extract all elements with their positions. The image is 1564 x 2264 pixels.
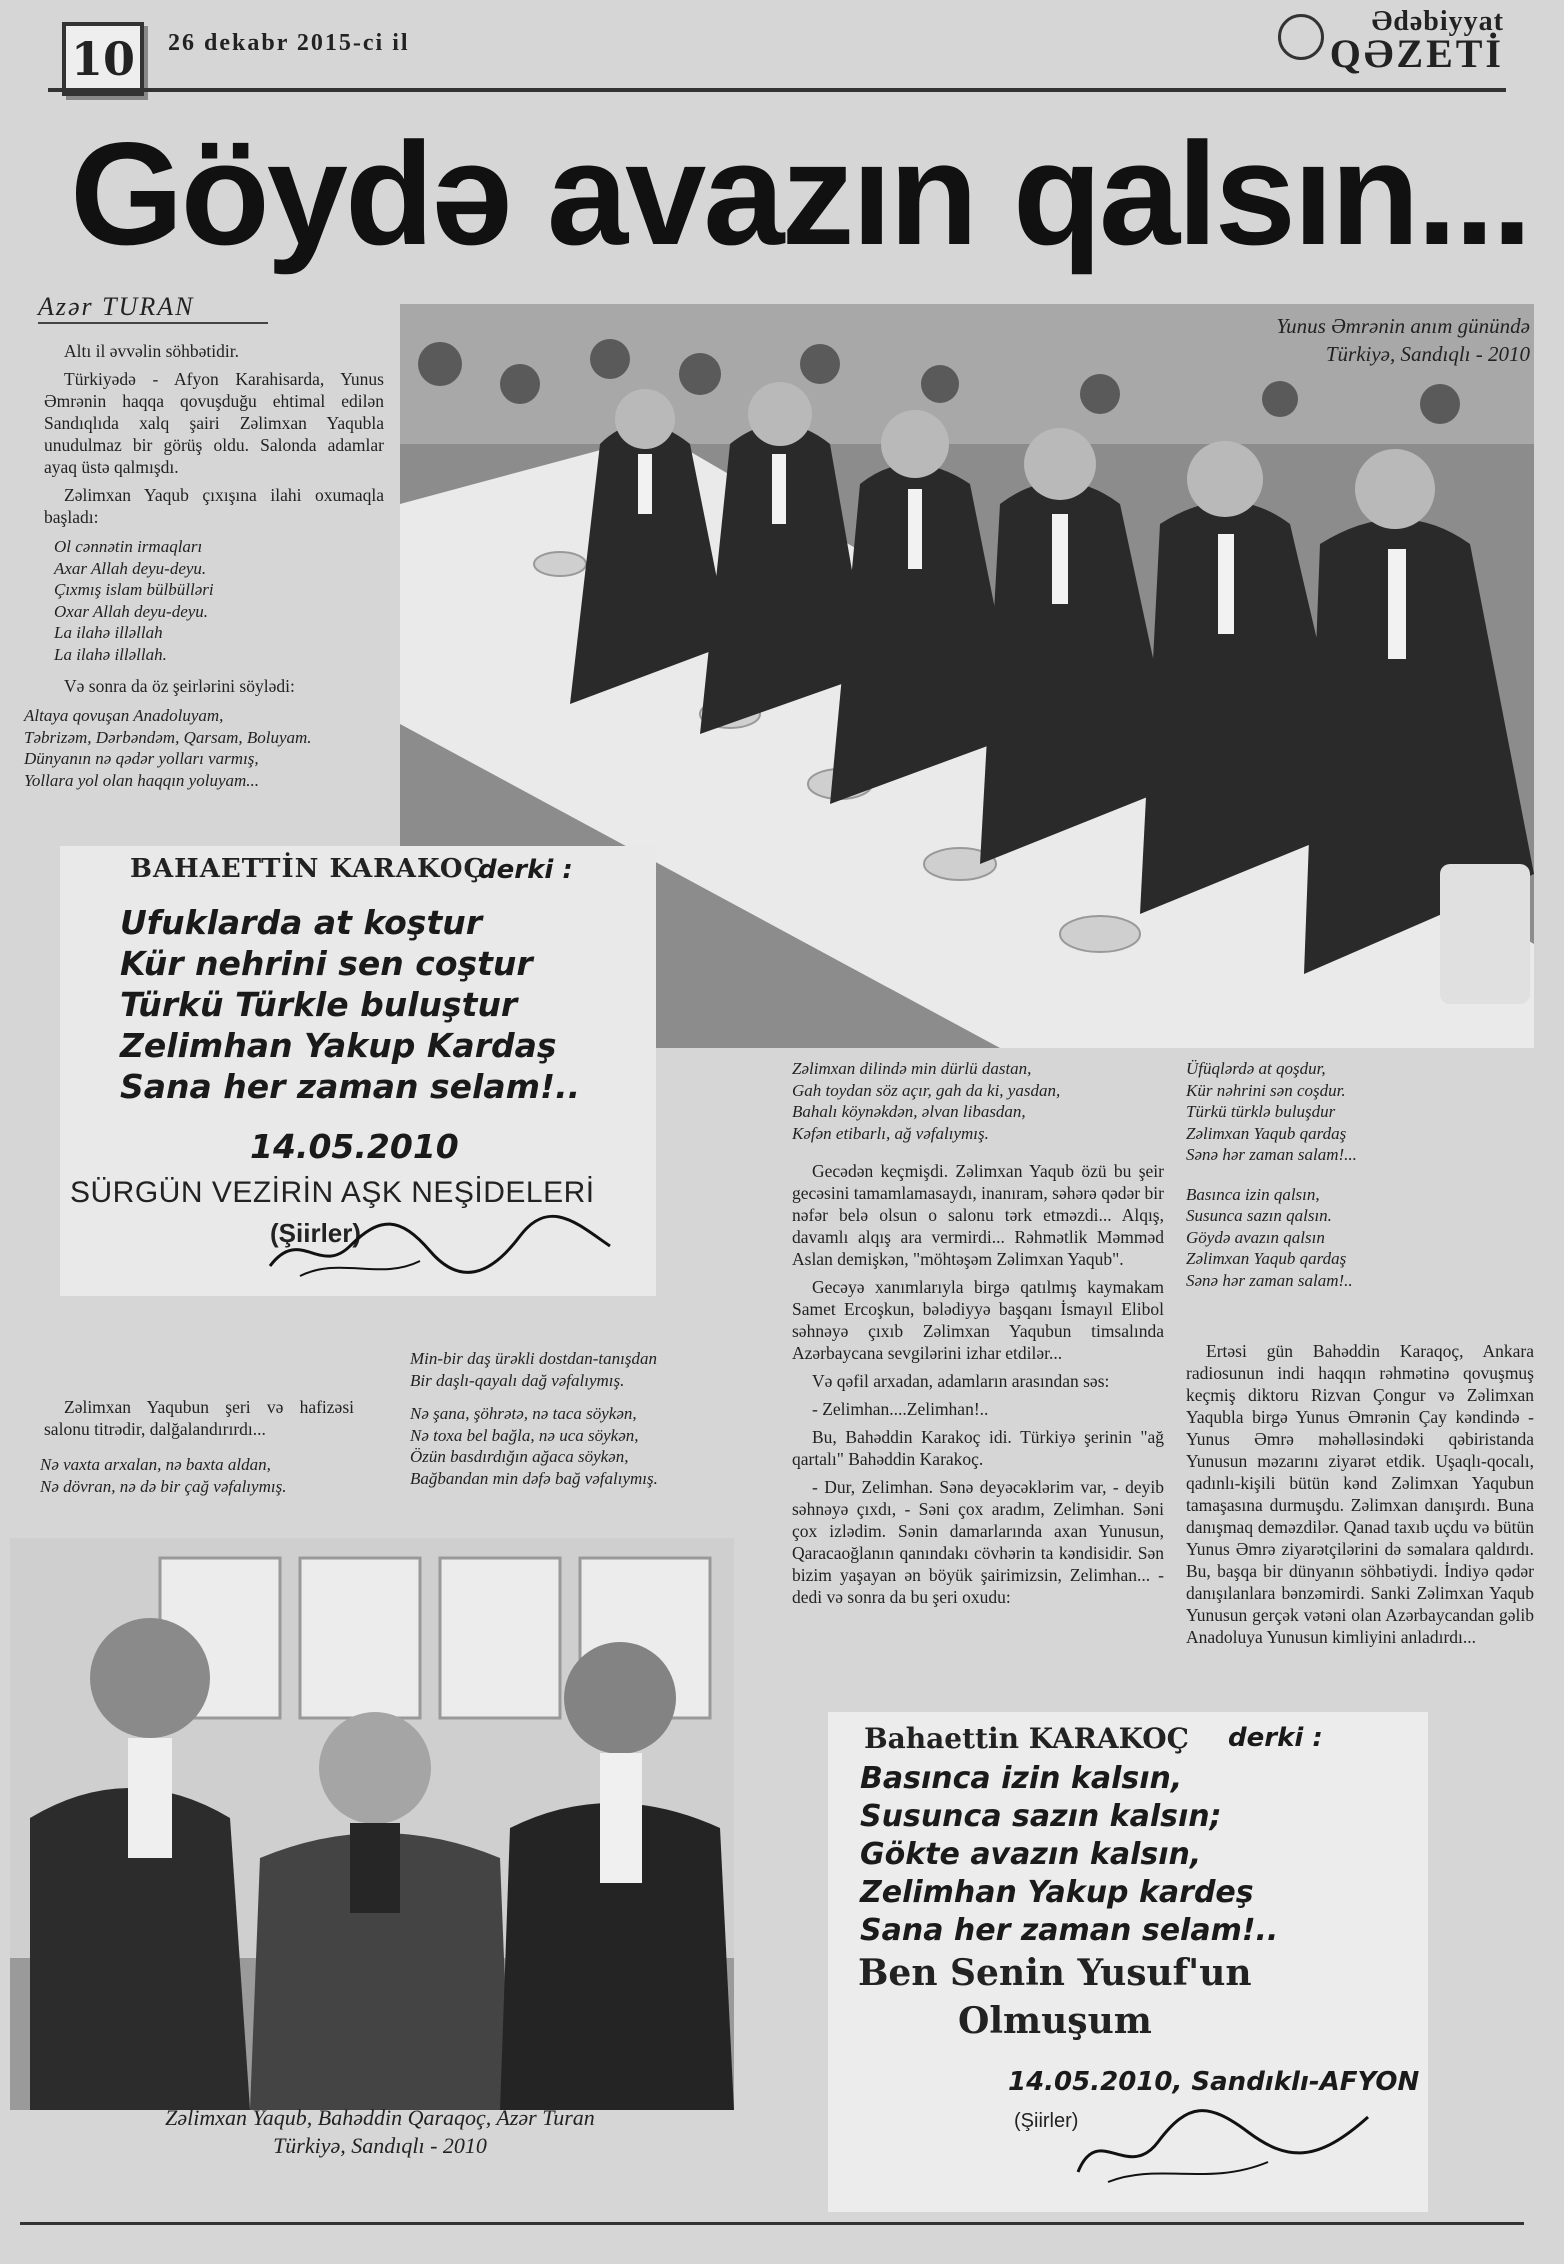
poem-line: Bahalı köynəkdən, əlvan libasdan, bbox=[792, 1102, 1026, 1121]
three-men-photo-illustration bbox=[10, 1538, 734, 2110]
poem-line: Kür nəhrini sən coşdur. bbox=[1186, 1080, 1346, 1100]
poem-line: Sənə hər zaman salam!... bbox=[1186, 1145, 1357, 1164]
poem-line: Nə toxa bel bağla, nə uca söykən, bbox=[410, 1425, 639, 1445]
poem-line: Susunca sazın qalsın. bbox=[1186, 1206, 1332, 1225]
poem-anadolu bbox=[24, 705, 384, 791]
handwriting-line: Gökte avazın kalsın, bbox=[860, 1837, 1202, 1872]
book1-date: 14.05.2010 bbox=[250, 1127, 459, 1166]
poem-line: Nə dövran, nə də bir çağ vəfalıymış. bbox=[40, 1476, 287, 1496]
poem-line: Zəlimxan Yaqub qardaş bbox=[1186, 1123, 1347, 1143]
poem-line: La ilahə illəllah bbox=[54, 623, 163, 642]
issue-date: 26 dekabr 2015-ci il bbox=[168, 30, 410, 56]
page-number: 10 bbox=[62, 22, 144, 96]
book1-handwritten-dedication bbox=[120, 902, 580, 1107]
poem-line: Min-bir daş ürəkli dostdan-tanışdan bbox=[410, 1349, 657, 1368]
intro-paragraph: Altı il əvvəlin söhbətidir. bbox=[64, 341, 239, 361]
book-cover-2 bbox=[828, 1712, 1428, 2212]
caption-line: Türkiyə, Sandıqlı - 2010 bbox=[1325, 342, 1530, 366]
author-byline: Azər TURAN bbox=[38, 292, 195, 321]
poem-line: Yollara yol olan haqqın yoluyam... bbox=[24, 770, 260, 790]
handwriting-line: Susunca sazın kalsın; bbox=[860, 1799, 1222, 1834]
book1-subtitle: (Şiirler) bbox=[270, 1218, 362, 1248]
handwriting-line: Zelimhan Yakup kardeş bbox=[860, 1875, 1254, 1910]
salon-paragraph-block bbox=[40, 1396, 354, 1507]
header-rule bbox=[48, 88, 1506, 92]
poem-line: Ol cənnətin irmaqları bbox=[54, 537, 203, 556]
bottom-photo bbox=[10, 1538, 734, 2110]
book1-title: SÜRGÜN VEZİRİN AŞK NEŞİDELERİ bbox=[70, 1176, 595, 1209]
author-rule bbox=[38, 322, 268, 324]
logo-line1: Ədəbiyyat bbox=[1371, 6, 1504, 37]
intro-column bbox=[24, 340, 384, 801]
signature-icon bbox=[1068, 2092, 1388, 2192]
book2-derki-label: derki : bbox=[1228, 1723, 1323, 1753]
logo-line2: QƏZETİ bbox=[1329, 31, 1504, 76]
poem-line: Altaya qovuşan Anadoluyam, bbox=[24, 706, 224, 725]
book2-author: Bahaettin KARAKOÇ bbox=[864, 1722, 1189, 1755]
poem-line: Kəfən etibarlı, ağ vəfalıymış. bbox=[792, 1123, 989, 1143]
book2-title-line1: Ben Senin Yusuf'un bbox=[858, 1952, 1252, 1994]
book2-date-place: 14.05.2010, Sandıklı-AFYON bbox=[1008, 2067, 1420, 2097]
middle-paragraph: - Dur, Zelimhan. Sənə deyəcəklərim var, - deyib səhnəyə çıxdı, - Səni çox aradım, Zelimhan. Səni çox izlədim. Sənin damarlarında axan Yunusun, Qaracaoğlanın qanındakı cövhərin ta kəndisidir. Sən bizim yaşayan ən böyük şairimizsin, Zelimhan... - dedi və sonra da bu şeri oxudu: bbox=[792, 1477, 1164, 1607]
poem-ilahi bbox=[54, 536, 384, 665]
handwriting-line: Basınca izin kalsın, bbox=[860, 1761, 1183, 1796]
poem-stanza-gap bbox=[1186, 1166, 1516, 1184]
poem-line: La ilahə illəllah. bbox=[54, 644, 167, 664]
poem-line: Oxar Allah deyu-deyu. bbox=[54, 601, 209, 621]
poem-vaxta bbox=[40, 1454, 354, 1497]
poem-line: Dünyanın nə qədər yolları varmış, bbox=[24, 749, 259, 768]
middle-paragraph: Gecəyə xanımlarıyla birgə qatılmış kaymakam Samet Ercoşkun, bələdiyyə başqanı İsmayıl Elibol səhnəyə çıxıb Zəlimxan Yaqubun timsalında Azərbaycana sevgilərini izhar etdilər... bbox=[792, 1277, 1164, 1363]
signature-icon bbox=[260, 1206, 620, 1286]
book1-author: BAHAETTİN KARAKOÇ bbox=[130, 854, 486, 884]
poem-line: Nə vaxta arxalan, nə baxta aldan, bbox=[40, 1455, 271, 1474]
intro-paragraph: Və sonra da öz şeirlərini söylədi: bbox=[64, 676, 295, 696]
footer-rule bbox=[20, 2222, 1524, 2225]
poem-dag bbox=[410, 1348, 740, 1489]
handwriting-line: Sana her zaman selam!.. bbox=[120, 1067, 581, 1106]
emblem-icon bbox=[1278, 14, 1324, 60]
handwriting-line: Zelimhan Yakup Kardaş bbox=[120, 1026, 557, 1065]
poem-line: Üfüqlərdə at qoşdur, bbox=[1186, 1059, 1326, 1078]
poem-line: Bir daşlı-qayalı dağ vəfalıymış. bbox=[410, 1370, 625, 1390]
middle-paragraph: - Zelimhan....Zelimhan!.. bbox=[812, 1399, 989, 1419]
handwriting-line: Türkü Türkle buluştur bbox=[120, 985, 518, 1024]
book1-derki-label: derki : bbox=[478, 855, 573, 885]
poem-line: Nə şana, şöhrətə, nə taca söykən, bbox=[410, 1404, 637, 1423]
right-paragraph: Ertəsi gün Bahəddin Karaqoç, Ankara radiosunun indi haqqın rəhmətinə qovuşmuş keçmiş diktoru Rizvan Çongur və Zəlimxan Yaqubla birgə Yunus Əmrənin Çay kəndində - Yunus Əmrə məhəlləsindəki qəbiristanda Yunusun məzarını ziyarət etdik. Uşaqlı-qocalı, qadınlı-kişili bütün kənd Zəlimxan Yaqubun tamaşasına durmuşdu. Zəlimxan danışırdı. Buna danışmaq deməzdilər. Qanad taxıb uçdu və bütün Yunus Əmrə ziyarətçilərini də səmalara qaldırdı. Bu, başqa bir dünyanın söhbətiydi. İndiyə qədər danışılanlara bənzəmirdi. Sanki Zəlimxan Yaqub Yunusun gerçək vətəni olan Azərbaycandan gəlib Anadoluya Yunusun kimliyini anladırdı... bbox=[1186, 1341, 1534, 1647]
book-cover-1 bbox=[60, 846, 656, 1296]
middle-paragraph: Və qəfil arxadan, adamların arasından səs: bbox=[812, 1371, 1110, 1391]
poem-line: Gah toydan söz açır, gah da ki, yasdan, bbox=[792, 1080, 1061, 1100]
top-photo-caption bbox=[1090, 312, 1530, 368]
poem-line: Türkü türklə buluşdur bbox=[1186, 1102, 1336, 1121]
article-title: Göydə avazın qalsın... bbox=[70, 112, 1530, 275]
poem-line: Axar Allah deyu-deyu. bbox=[54, 558, 207, 578]
middle-column bbox=[792, 1160, 1164, 1614]
handwriting-line: Ufuklarda at koştur bbox=[120, 903, 482, 942]
book2-handwritten-dedication bbox=[860, 1760, 1278, 1950]
middle-paragraph: Gecədən keçmişdi. Zəlimxan Yaqub özü bu şeir gecəsini tamamlamasaydı, inanıram, səhərə qədər bir nəfər belə olsun o salonu tərk etməzdi... Alqış, davamlı alqış ara vermirdi... Rəhmətlik Məmməd Aslan demişkən, "möhtəşəm Zəlimxan Yaqub". bbox=[792, 1161, 1164, 1269]
salon-paragraph: Zəlimxan Yaqubun şeri və hafizəsi salonu titrədir, dalğalandırırdı... bbox=[44, 1397, 354, 1439]
caption-line: Zəlimxan Yaqub, Bahəddin Qaraqoç, Azər Turan bbox=[165, 2105, 595, 2130]
handwriting-line: Sana her zaman selam!.. bbox=[860, 1913, 1279, 1948]
poem-line: Zəlimxan Yaqub qardaş bbox=[1186, 1249, 1347, 1268]
poem-ufuq bbox=[1186, 1058, 1516, 1291]
book2-title-line2: Olmuşum bbox=[958, 2000, 1152, 2042]
poem-line: Sənə hər zaman salam!.. bbox=[1186, 1270, 1353, 1290]
handwriting-line: Kür nehrini sen coştur bbox=[120, 944, 533, 983]
poem-dastan bbox=[792, 1058, 1182, 1144]
poem-line: Bağbandan min dəfə bağ vəfalıymış. bbox=[410, 1468, 658, 1488]
caption-line: Yunus Əmrənin anım günündə bbox=[1276, 314, 1530, 338]
poem-line: Təbrizəm, Dərbəndəm, Qarsam, Boluyam. bbox=[24, 727, 312, 747]
poem-line: Çıxmış islam bülbülləri bbox=[54, 580, 214, 599]
right-column bbox=[1186, 1340, 1534, 1654]
bottom-photo-caption bbox=[40, 2104, 720, 2160]
book2-subtitle: (Şiirler) bbox=[1014, 2110, 1079, 2132]
caption-line: Türkiyə, Sandıqlı - 2010 bbox=[273, 2133, 487, 2158]
intro-paragraph: Türkiyədə - Afyon Karahisarda, Yunus Əmrənin haqqa qovuşduğu ehtimal edilən Sandıqlıda xalq şairi Zəlimxan Yaqubla unudulmaz bir görüş oldu. Salonda adamlar ayaq üstə qalmışdı. bbox=[44, 369, 384, 477]
poem-line: Göydə avazın qalsın bbox=[1186, 1227, 1325, 1247]
poem-line: Özün basdırdığın ağaca söykən, bbox=[410, 1447, 629, 1466]
poem-line: Zəlimxan dilində min dürlü dastan, bbox=[792, 1059, 1032, 1078]
intro-paragraph: Zəlimxan Yaqub çıxışına ilahi oxumaqla başladı: bbox=[44, 485, 384, 527]
middle-paragraph: Bu, Bahəddin Karakoç idi. Türkiyə şerinin "ağ qartalı" Bahəddin Karakoç. bbox=[792, 1427, 1164, 1469]
newspaper-logo bbox=[1264, 6, 1504, 76]
poem-stanza-gap bbox=[410, 1391, 740, 1403]
poem-line: Basınca izin qalsın, bbox=[1186, 1184, 1320, 1204]
